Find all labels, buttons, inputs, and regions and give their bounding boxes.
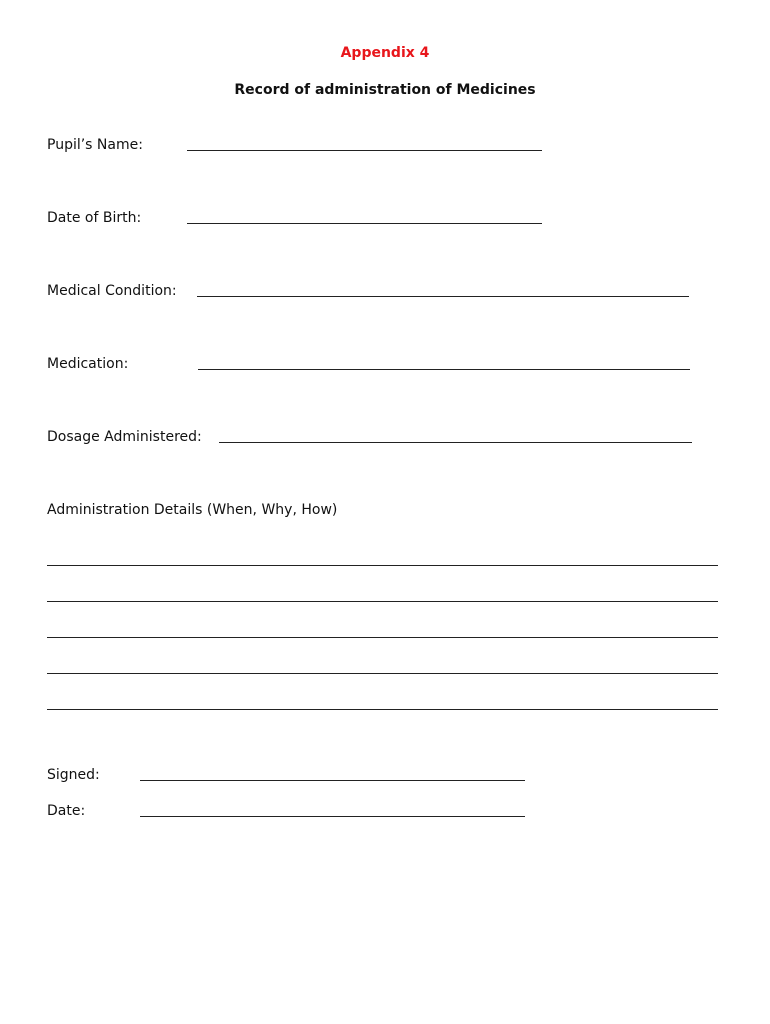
date-of-birth-line[interactable]: [187, 223, 542, 224]
medical-condition-line[interactable]: [197, 296, 689, 297]
date-line[interactable]: [140, 816, 525, 817]
details-line-2[interactable]: [47, 601, 718, 602]
details-line-5[interactable]: [47, 709, 718, 710]
date-of-birth-label: Date of Birth:: [47, 210, 142, 226]
date-label: Date:: [47, 803, 86, 819]
appendix-heading: Appendix 4: [340, 45, 430, 61]
medication-label: Medication:: [47, 356, 129, 372]
dosage-administered-line[interactable]: [219, 442, 692, 443]
administration-details-label: Administration Details (When, Why, How): [47, 502, 338, 518]
medical-condition-label: Medical Condition:: [47, 283, 177, 299]
pupil-name-line[interactable]: [187, 150, 542, 151]
medication-line[interactable]: [198, 369, 690, 370]
document-title: Record of administration of Medicines: [234, 82, 536, 98]
details-line-4[interactable]: [47, 673, 718, 674]
pupil-name-label: Pupil’s Name:: [47, 137, 143, 153]
signed-label: Signed:: [47, 767, 100, 783]
signed-line[interactable]: [140, 780, 525, 781]
dosage-administered-label: Dosage Administered:: [47, 429, 202, 445]
details-line-3[interactable]: [47, 637, 718, 638]
details-line-1[interactable]: [47, 565, 718, 566]
